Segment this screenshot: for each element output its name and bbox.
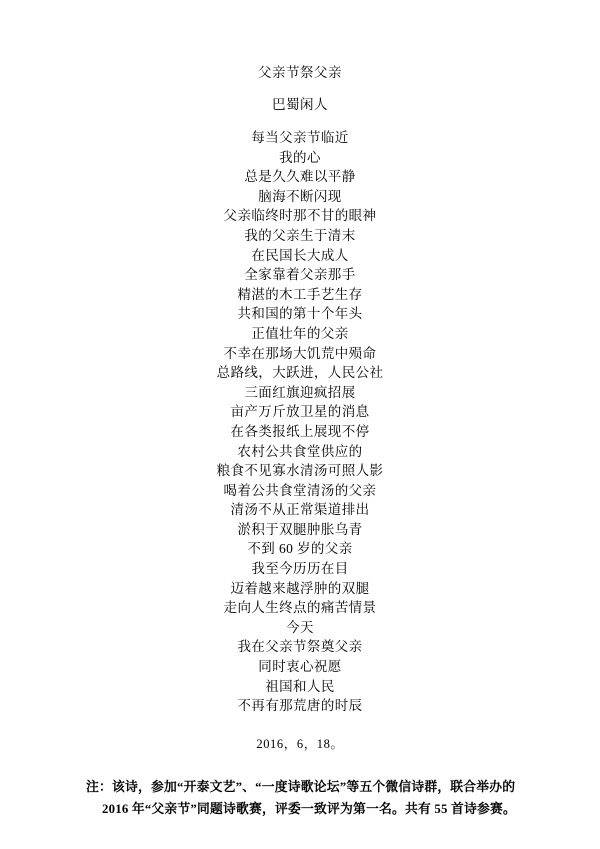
poem-line: 在民国长大成人 <box>251 247 349 263</box>
poem-line: 走向人生终点的痛苦情景 <box>223 600 377 616</box>
poem-line: 共和国的第十个年头 <box>237 306 363 322</box>
poem-line: 总路线，大跃进，人民公社 <box>216 365 384 381</box>
poem-line: 同时衷心祝愿 <box>258 659 342 675</box>
poem-line: 迈着越来越浮肿的双腿 <box>230 580 370 596</box>
poem-line: 我至今历历在目 <box>251 561 349 577</box>
poem-line: 粮食不见寡水清汤可照人影 <box>216 463 384 479</box>
page-title: 父亲节祭父亲 <box>258 65 342 80</box>
poem-line: 今天 <box>286 619 314 635</box>
poem-line: 我的父亲生于清末 <box>244 227 356 243</box>
poem-line: 不到 60 岁的父亲 <box>247 541 353 557</box>
poem-line: 在各类报纸上展现不停 <box>230 423 370 439</box>
poem-line: 我在父亲节祭奠父亲 <box>237 639 363 655</box>
poem-line: 三面红旗迎疯招展 <box>244 384 356 400</box>
poem-line: 全家靠着父亲那手 <box>244 267 356 283</box>
footnote-line-1: 注：该诗，参加“开泰文艺”、“一度诗歌论坛”等五个微信诗群，联合举办的 <box>86 779 516 794</box>
footnote <box>54 776 546 820</box>
poem-line: 脑海不断闪现 <box>258 188 342 204</box>
poem-line: 淤积于双腿肿胀乌青 <box>237 521 363 537</box>
poem-line: 精湛的木工手艺生存 <box>237 286 363 302</box>
poem-line: 我的心 <box>279 149 321 165</box>
date-line: 2016，6，18。 <box>256 736 344 751</box>
poem-line: 清汤不从正常渠道排出 <box>230 502 370 518</box>
poem-line: 总是久久难以平静 <box>244 169 356 185</box>
poem-line: 父亲临终时那不甘的眼神 <box>223 208 377 224</box>
poem-line: 不幸在那场大饥荒中殒命 <box>223 345 377 361</box>
poem-line: 不再有那荒唐的时辰 <box>237 698 363 714</box>
poem-line: 每当父亲节临近 <box>251 130 349 145</box>
poem-body <box>54 128 546 716</box>
poem-line: 亩产万斤放卫星的消息 <box>230 404 370 420</box>
footnote-line-2: 2016 年“父亲节”同题诗歌赛，评委一致评为第一名。共有 55 首诗参赛。 <box>102 801 516 816</box>
poem-line: 正值壮年的父亲 <box>251 325 349 341</box>
poem-line: 喝着公共食堂清汤的父亲 <box>223 482 377 498</box>
author-name: 巴蜀闲人 <box>272 97 328 112</box>
poem-line: 农村公共食堂供应的 <box>237 443 363 459</box>
poem-line: 祖国和人民 <box>265 678 335 694</box>
